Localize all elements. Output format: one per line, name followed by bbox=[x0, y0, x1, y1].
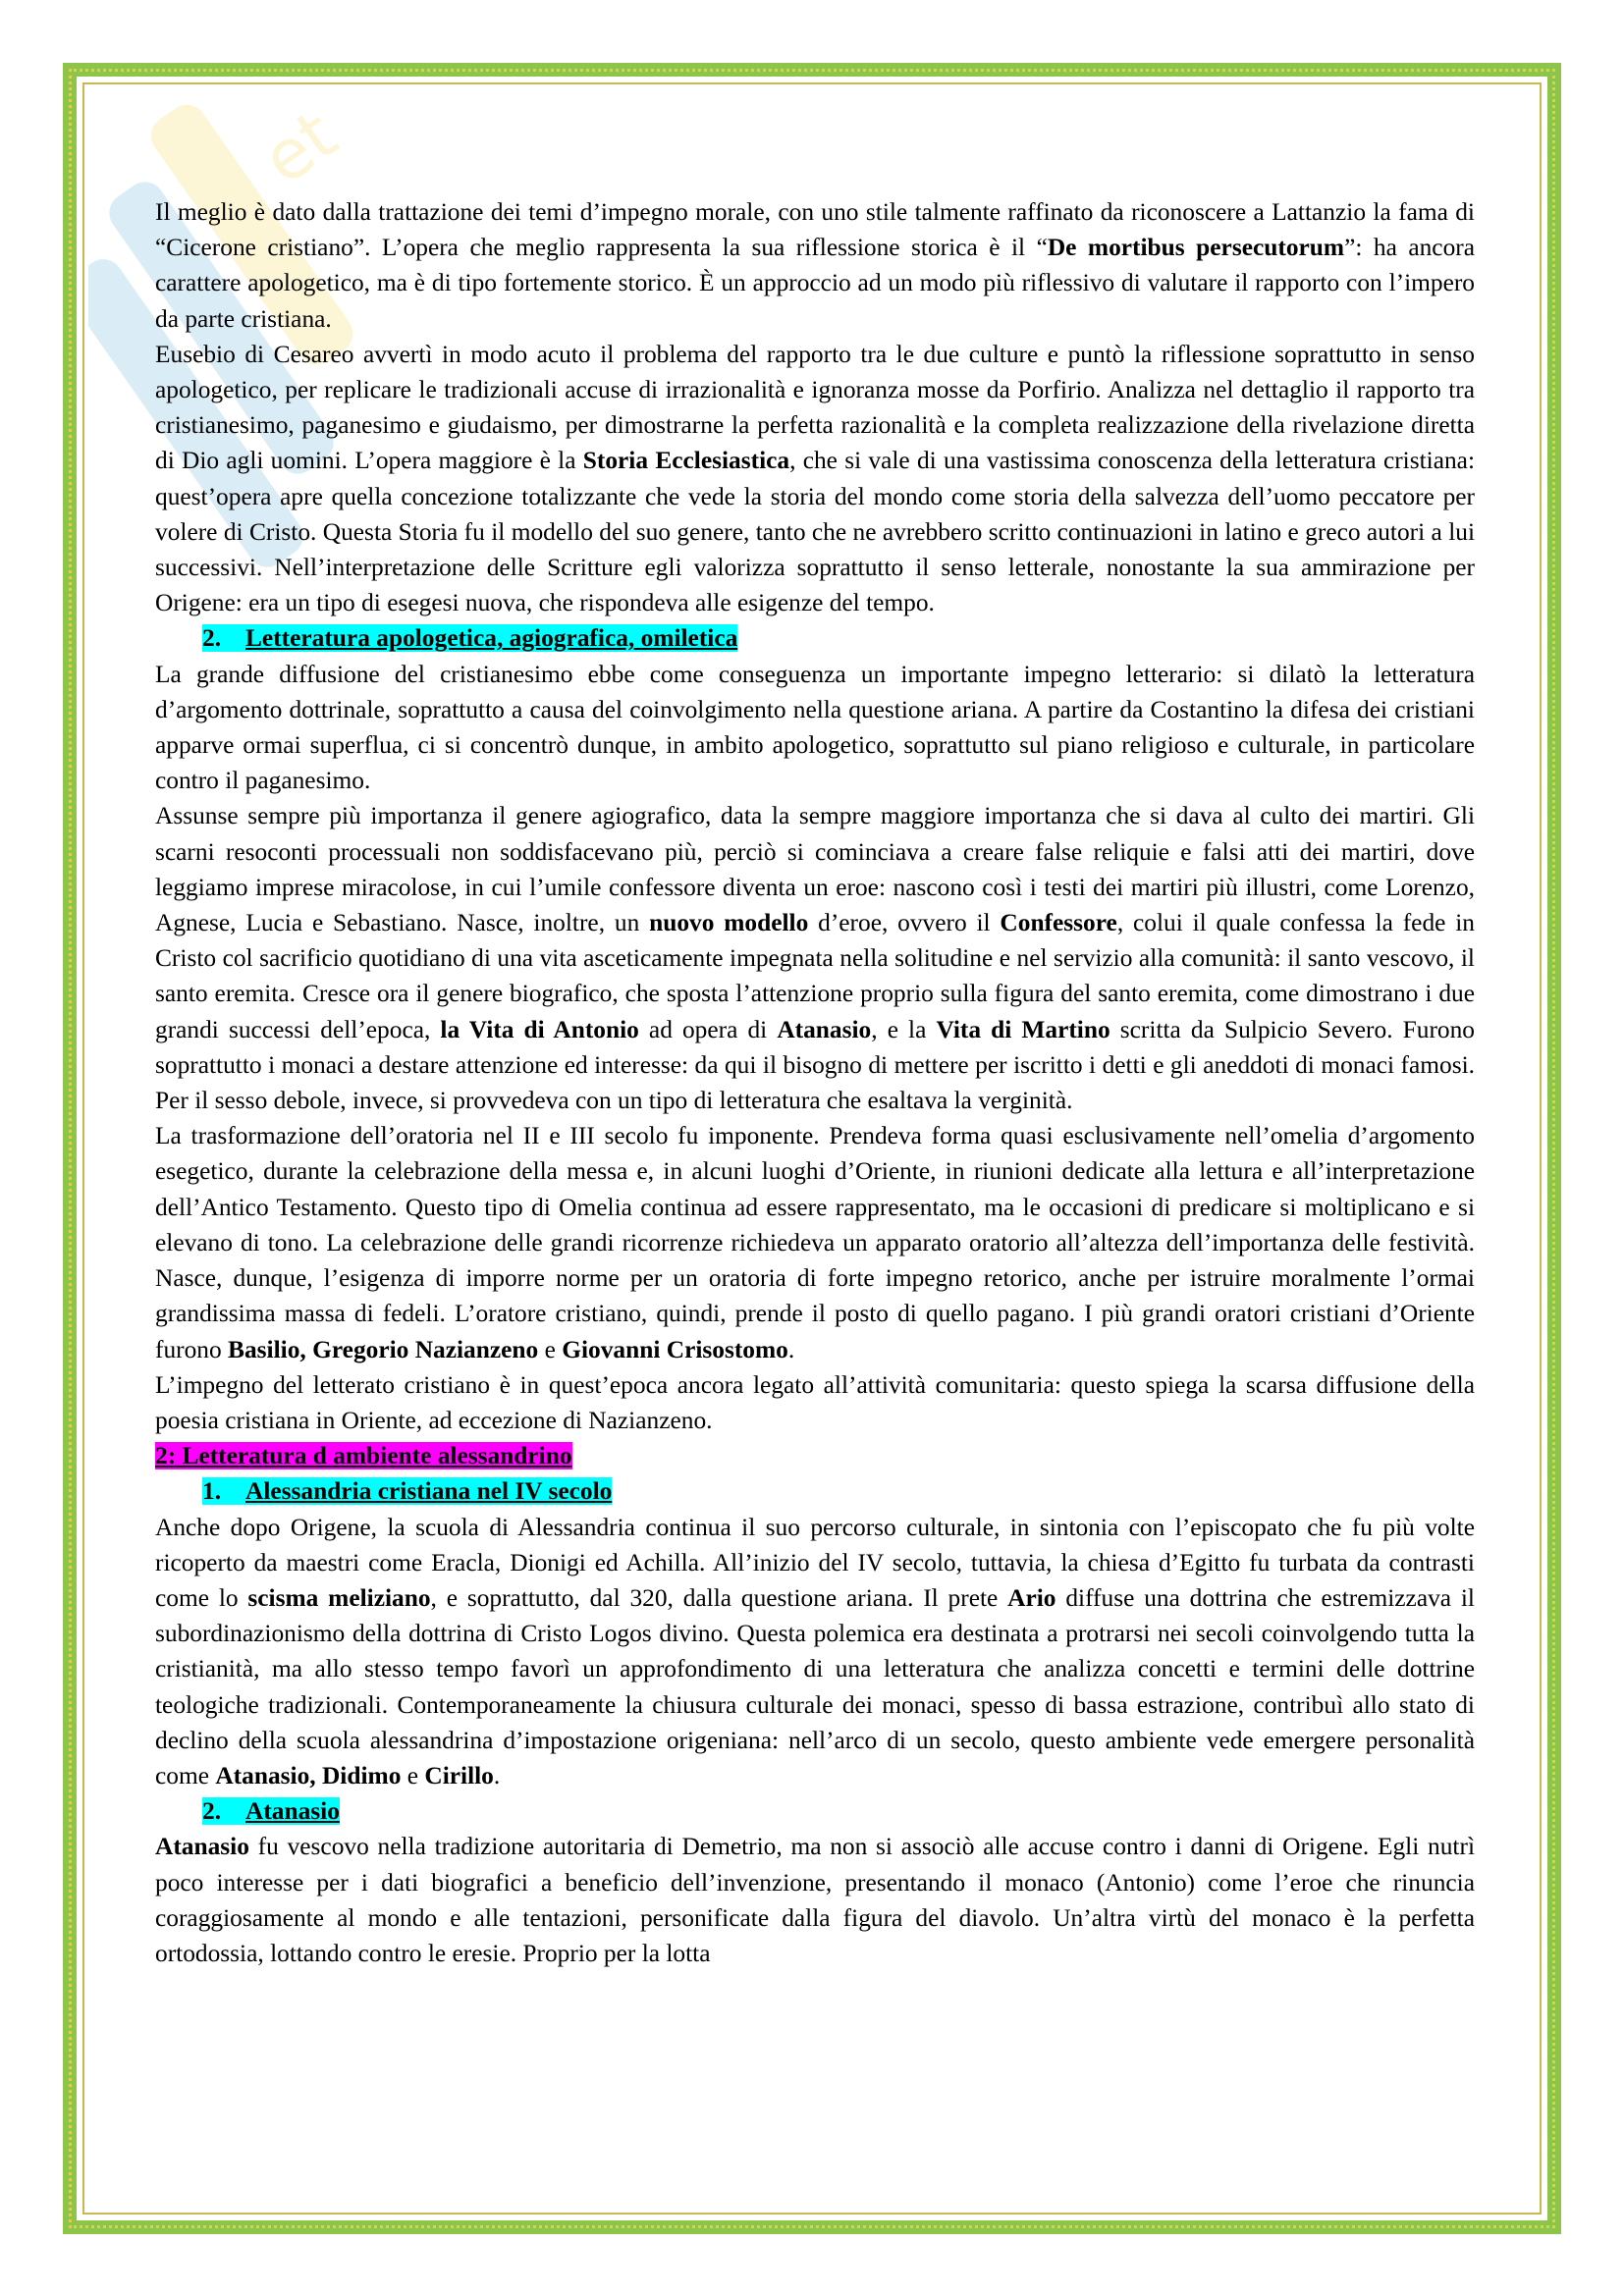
heading-number: 2. bbox=[202, 1797, 222, 1826]
paragraph-atanasio bbox=[155, 1829, 1475, 1971]
bold-term: Atanasio bbox=[155, 1833, 249, 1861]
heading-number: 1. bbox=[202, 1477, 222, 1506]
bold-term: Basilio, Gregorio Nazianzeno bbox=[228, 1335, 539, 1363]
bold-term: Atanasio bbox=[777, 1015, 872, 1043]
text-run: Il meglio è dato dalla trattazione dei temi d’impegno morale, con uno stile talmente raffinato da riconoscere a Lattanzio la fama di “Cicerone cristiano”. L’opera che meglio rappresenta la sua riflessione storica è il “ bbox=[155, 198, 1475, 262]
text-run: fu vescovo nella tradizione autoritaria di Demetrio, ma non si associò alle accuse contro i danni di Origene. Egli nutrì poco interesse per i dati biografici a beneficio dell’invenzione, presentando il monaco (Antonio) come l’eroe che rinuncia coraggiosamente al mondo e alle tentazioni, personificate dalla figura del diavolo. Un’altra virtù del monaco è la perfetta ortodossia, lottando contro le eresie. Proprio per la lotta bbox=[155, 1833, 1475, 1967]
heading-title: Atanasio bbox=[245, 1797, 340, 1826]
heading-highlight bbox=[202, 1797, 340, 1825]
bold-term: Confessore bbox=[1000, 909, 1117, 937]
text-run: La trasformazione dell’oratoria nel II e III secolo fu imponente. Prendeva forma quasi esclusivamente nell’omelia d’argomento esegetico, durante la celebrazione della messa e, in alcuni luoghi d’Oriente, in riunioni dedicate alla lettura e all’interpretazione dell’Antico Testamento. Questo tipo di Omelia continua ad essere rappresentato, ma le occasioni di predicare si moltiplicano e si elevano di tono. La celebrazione delle grandi ricorrenze richiedeva un apparato oratorio all’altezza dell’importanza delle festività. Nasce, dunque, l’esigenza di imporre norme per un oratoria di forte impegno retorico, anche per istruire moralmente l’ormai grandissima massa di fedeli. L’oratore cristiano, quindi, prende il posto di quello pagano. I più grandi oratori cristiani d’Oriente furono bbox=[155, 1122, 1475, 1363]
bold-term: scisma meliziano bbox=[247, 1583, 431, 1612]
text-run: scritta da Sulpicio Severo. Furono soprattutto i monaci a destare attenzione ed interesse: da qui il bisogno di mettere per iscritto i detti e gli aneddoti di monaci famosi. Per il sesso debole, invece, si provvedeva con un tipo di letteratura che esaltava la verginità. bbox=[155, 1015, 1475, 1115]
chapter-heading-text: 2: Letteratura d ambiente alessandrino bbox=[155, 1442, 572, 1470]
text-run: diffuse una dottrina che estremizzava il subordinazionismo della dottrina di Cristo Logos divino. Questa polemica era destinata a protrarsi nei secoli coinvolgendo tutta la cristianità, ma allo stesso tempo favorì un approfondimento di una letteratura che analizza concetti e termini delle dottrine teologiche tradizionali. Contemporaneamente la chiusura culturale dei monaci, spesso di bassa estrazione, contribuì allo stato di declino della scuola alessandrina d’impostazione origeniana: nell’arco di un secolo, questo ambiente vede emergere personalità come bbox=[155, 1583, 1475, 1789]
text-run: Anche dopo Origene, la scuola di Alessandria continua il suo percorso culturale, in sintonia con l’episcopato che fu più volte ricoperto da maestri come Eracla, Dionigi ed Achilla. All’inizio del IV secolo, tuttavia, la chiesa d’Egitto fu turbata da contrasti come lo bbox=[155, 1513, 1475, 1612]
paragraph-diffusione: La grande diffusione del cristianesimo ebbe come conseguenza un importante impegno letterario: si dilatò la letteratura d’argomento dottrinale, soprattutto a causa del coinvolgimento nella questione ariana. A partire da Costantino la difesa dei cristiani apparve ormai superflua, ci si concentrò dunque, in ambito apologetico, soprattutto sul piano religioso e culturale, in particolare contro il paganesimo. bbox=[155, 660, 1475, 795]
bold-term: nuovo modello bbox=[649, 909, 809, 937]
bold-term: Vita di Martino bbox=[936, 1015, 1110, 1043]
text-run: . bbox=[787, 1335, 795, 1363]
bold-term: Ario bbox=[1007, 1583, 1056, 1612]
heading-title: Alessandria cristiana nel IV secolo bbox=[245, 1477, 613, 1506]
heading-highlight bbox=[202, 1477, 612, 1505]
paragraph-eusebio bbox=[155, 337, 1475, 621]
paragraph-agiografico bbox=[155, 798, 1475, 1118]
bold-title-storia-ecclesiastica: Storia Ecclesiastica bbox=[582, 447, 790, 475]
bold-term: la Vita di Antonio bbox=[440, 1015, 639, 1043]
text-run: , che si vale di una vastissima conoscenza della letteratura cristiana: quest’opera apre quella concezione totalizzante che vede la storia del mondo come storia della salvezza dell’uomo peccatore per volere di Cristo. Questa Storia fu il modello del suo genere, tanto che ne avrebbero scritto continuazioni in latino e greco autori a lui successivi. Nell’interpretazione delle Scritture egli valorizza soprattutto il senso letterale, nonostante la sua ammirazione per Origene: era un tipo di esegesi nuova, che rispondeva alle esigenze del tempo. bbox=[155, 447, 1476, 617]
paragraph-impegno: L’impegno del letterato cristiano è in quest’epoca ancora legato all’attività comunitaria: questo spiega la scarsa diffusione della poesia cristiana in Oriente, ad eccezione di Nazianzeno. bbox=[155, 1370, 1475, 1434]
document-body bbox=[155, 194, 1475, 1971]
text-run: Assunse sempre più importanza il genere agiografico, data la sempre maggiore importanza che si dava al culto dei martiri. Gli scarni resoconti processuali non soddisfacevano più, perciò si cominciava a creare false reliquie e falsi atti dei martiri, dove leggiamo imprese miracolose, in cui l’umile confessore diventa un eroe: nascono così i testi dei martiri più illustri, come Lorenzo, Agnese, Lucia e Sebastiano. Nasce, inoltre, un bbox=[155, 802, 1475, 937]
bold-term: Cirillo bbox=[424, 1761, 494, 1789]
text-run: , e soprattutto, dal 320, dalla questione ariana. Il prete bbox=[430, 1583, 1008, 1612]
text-run: ”: ha ancora carattere apologetico, ma è di tipo fortemente storico. È un approccio ad un modo più riflessivo di valutare il rapporto con l’impero da parte cristiana. bbox=[155, 234, 1475, 333]
paragraph-origene bbox=[155, 1510, 1475, 1794]
chapter-heading-alessandrino bbox=[155, 1438, 1475, 1473]
paragraph-oratoria bbox=[155, 1118, 1475, 1366]
text-run: . bbox=[493, 1761, 501, 1789]
section-heading-alessandria bbox=[155, 1473, 1475, 1509]
text-run: e bbox=[401, 1761, 425, 1789]
heading-highlight bbox=[202, 624, 737, 652]
bold-title-de-mortibus: De mortibus persecutorum bbox=[1047, 234, 1345, 262]
section-heading-letteratura-apologetica bbox=[155, 620, 1475, 656]
heading-number: 2. bbox=[202, 624, 222, 653]
text-run: Eusebio di Cesareo avvertì in modo acuto il problema del rapporto tra le due culture e puntò la riflessione soprattutto in senso apologetico, per replicare le tradizionali accuse di irrazionalità e ignoranza mosse da Porfirio. Analizza nel dettaglio il rapporto tra cristianesimo, paganesimo e giudaismo, per dimostrarne la perfetta razionalità e la completa realizzazione della rivelazione diretta di Dio agli uomini. L’opera maggiore è la bbox=[155, 340, 1475, 475]
bold-term: Atanasio, Didimo bbox=[215, 1761, 402, 1789]
bold-term: Giovanni Crisostomo bbox=[562, 1335, 788, 1363]
section-heading-atanasio bbox=[155, 1793, 1475, 1829]
text-run: ad opera di bbox=[638, 1015, 778, 1043]
text-run: e bbox=[538, 1335, 563, 1363]
watermark-text: et bbox=[247, 94, 352, 200]
text-run: d’eroe, ovvero il bbox=[808, 909, 1001, 937]
text-run: , e la bbox=[871, 1015, 937, 1043]
text-run: , colui il quale confessa la fede in Cristo col sacrificio quotidiano di una vita asceticamente impegnata nella solitudine e nel servizio alla comunità: il santo vescovo, il santo eremita. Cresce ora il genere biografico, che sposta l’attenzione proprio sulla figura del santo eremita, come dimostrano i due grandi successi dell’epoca, bbox=[155, 909, 1475, 1043]
paragraph-lattanzio bbox=[155, 194, 1475, 337]
heading-title: Letteratura apologetica, agiografica, omiletica bbox=[245, 624, 738, 653]
